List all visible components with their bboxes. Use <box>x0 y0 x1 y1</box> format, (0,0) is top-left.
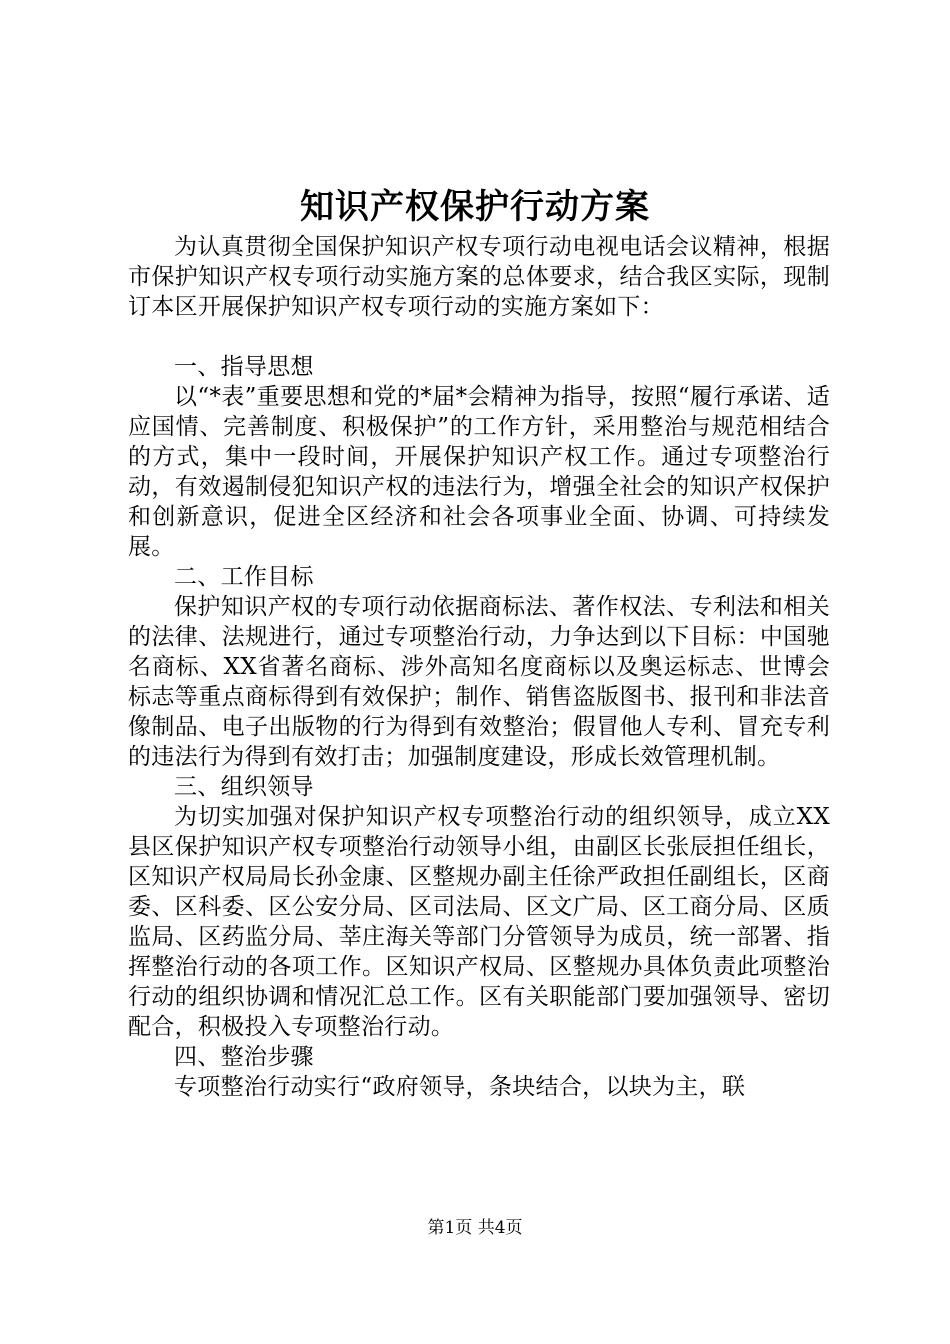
section-body-2: 保护知识产权的专项行动依据商标法、著作权法、专利法和相关的法律、法规进行，通过专项整治行动，力争达到以下目标：中国驰名商标、XX省著名商标、涉外高知名度商标以及奥运标志、世博会标志等重点商标得到有效保护；制作、销售盗版图书、报刊和非法音像制品、电子出版物的行为得到有效整治；假冒他人专利、冒充专利的违法行为得到有效打击；加强制度建设，形成长效管理机制。 <box>128 594 830 770</box>
section-heading-2: 二、工作目标 <box>174 564 314 590</box>
document-title: 知识产权保护行动方案 <box>300 187 650 227</box>
section-heading-1: 一、指导思想 <box>174 354 314 380</box>
intro-paragraph: 为认真贯彻全国保护知识产权专项行动电视电话会议精神，根据市保护知识产权专项行动实施方案的总体要求，结合我区实际，现制订本区开展保护知识产权专项行动的实施方案如下： <box>128 234 830 320</box>
section-body-4: 专项整治行动实行“政府领导，条块结合，以块为主，联 <box>174 1074 746 1100</box>
section-heading-4: 四、整治步骤 <box>174 1044 314 1070</box>
section-body-3: 为切实加强对保护知识产权专项整治行动的组织领导，成立XX县区保护知识产权专项整治行动领导小组，由副区长张辰担任组长，区知识产权局局长孙金康、区整规办副主任徐严政担任副组长，区商委、区科委、区公安分局、区司法局、区文广局、区工商分局、区质监局、区药监分局、莘庄海关等部门分管领导为成员，统一部署、指挥整治行动的各项工作。区知识产权局、区整规办具体负责此项整治行动的组织协调和情况汇总工作。区有关职能部门要加强领导、密切配合，积极投入专项整治行动。 <box>128 804 830 1040</box>
section-heading-3: 三、组织领导 <box>174 774 314 800</box>
document-body <box>128 232 830 1102</box>
page-number-footer: 第1页 共4页 <box>427 1218 523 1238</box>
section-body-1: 以“*表”重要思想和党的*届*会精神为指导，按照“履行承诺、适应国情、完善制度、积极保护”的工作方针，采用整治与规范相结合的方式，集中一段时间，开展保护知识产权工作。通过专项整治行动，有效遏制侵犯知识产权的违法行为，增强全社会的知识产权保护和创新意识，促进全区经济和社会各项事业全面、协调、可持续发展。 <box>128 384 830 560</box>
